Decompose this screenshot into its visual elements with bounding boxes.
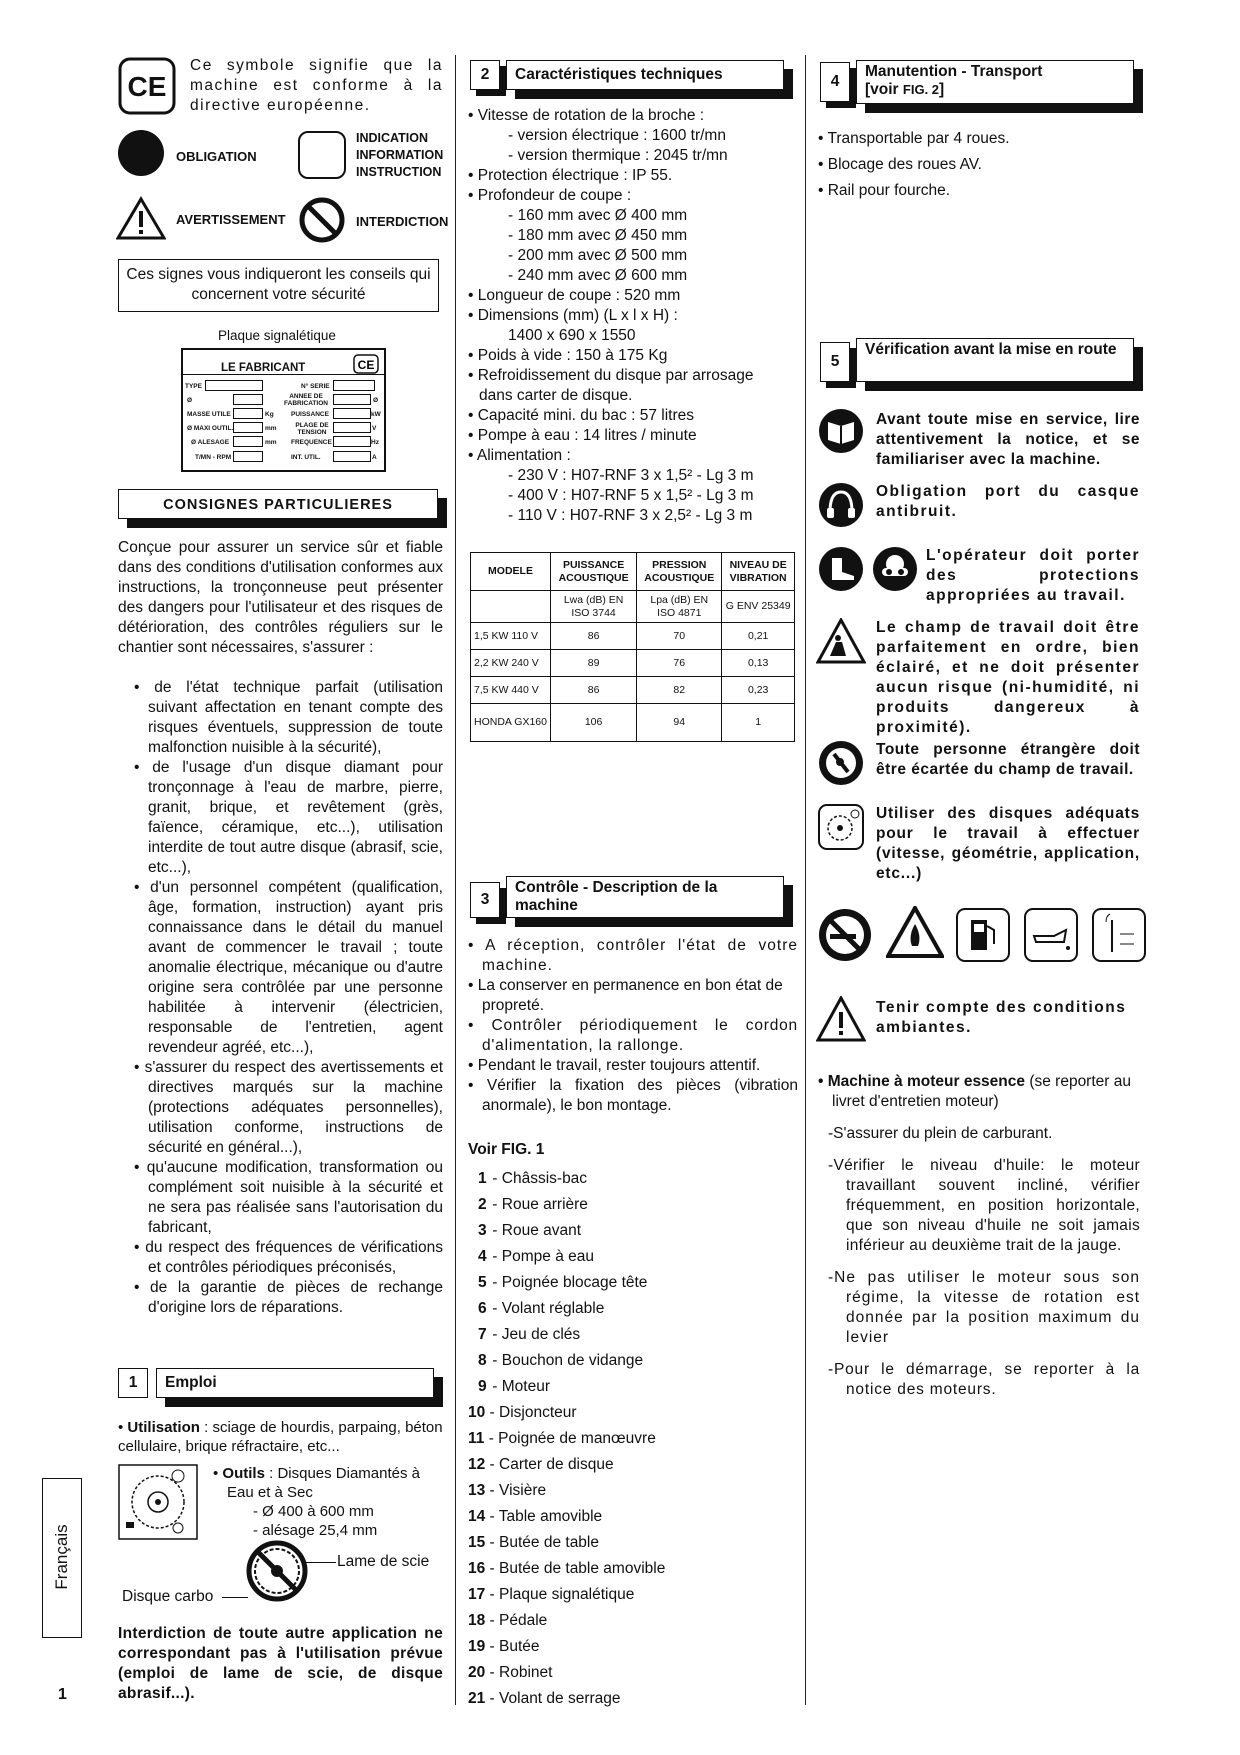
spec-line: - 230 V : H07-RNF 3 x 1,5² - Lg 3 m [508, 467, 754, 484]
diamond-disc-icon [118, 1464, 198, 1540]
consignes-heading: CONSIGNES PARTICULIERES [118, 489, 438, 519]
keep-away-text: Toute personne étrangère doit être écartée du champ de travail. [876, 741, 1140, 778]
flammable-icon [886, 906, 944, 958]
consignes-intro: Conçue pour assurer un service sûr et fiable dans des conditions d'utilisation conformes aux instructions, la tronçonneuse peut présenter des dangers pour l'utilisateur et des risques de détérioration, des contrôles réguliers sur le chantier sont nécessaires, s'assurer : [118, 539, 443, 656]
spec-line: • Refroidissement du disque par arrosage [468, 367, 754, 384]
spec-list [468, 106, 798, 526]
water-level-icon [1092, 908, 1146, 962]
part-item: 17 - Plaque signalétique [468, 1586, 635, 1603]
legend-avertissement: AVERTISSEMENT [176, 212, 286, 227]
oil-icon [1024, 908, 1078, 962]
spec-line: • Capacité mini. du bac : 57 litres [468, 407, 694, 424]
noise-vibration-table: MODELE PUISSANCE ACOUSTIQUE PRESSION ACOUSTIQUE NIVEAU DE VIBRATION Lwa (dB) EN ISO 3744 Lpa (dB) EN ISO 4871 G ENV 25349 1,5 KW 110 V 86 70 0,21 2,2 KW 240 V 89 76 0,13 7,5 KW 440 V 86 82 0,23 HONDA GX160 106 94 1 [470, 552, 795, 742]
legend-obligation: OBLIGATION [176, 149, 257, 164]
legend-information: INDICATION INFORMATION INSTRUCTION [356, 131, 444, 179]
list-item: • Rail pour fourche. [818, 182, 951, 199]
list-item: -Pour le démarrage, se reporter à la notice des moteurs. [828, 1361, 1140, 1398]
section-3-heading: Contrôle - Description de la machine [506, 876, 784, 918]
safety-boots-icon [818, 546, 864, 592]
part-item: 10 - Disjoncteur [468, 1404, 577, 1421]
part-item: 7 - Jeu de clés [478, 1326, 581, 1343]
table-row: 7,5 KW 440 V 86 82 0,23 [471, 677, 795, 704]
spec-line: - 240 mm avec Ø 600 mm [508, 267, 688, 284]
column-divider [805, 55, 806, 1705]
section-4-number: 4 [820, 62, 850, 102]
engine-list [828, 1124, 1140, 1400]
section-5-number: 5 [820, 342, 850, 382]
spec-line: - 180 mm avec Ø 450 mm [508, 227, 688, 244]
spec-line: dans carter de disque. [479, 387, 633, 404]
utilisation: • Utilisation : sciage de hourdis, parpaing, béton cellulaire, brique réfractaire, etc... [118, 1419, 443, 1455]
part-item: 13 - Visière [468, 1482, 547, 1499]
voir-fig-1: Voir FIG. 1 [468, 1141, 545, 1158]
spec-line: - 200 mm avec Ø 500 mm [508, 247, 688, 264]
goggles-icon [872, 546, 918, 592]
section-1-heading: Emploi [156, 1368, 434, 1398]
list-item: -S'assurer du plein de carburant. [828, 1125, 1053, 1142]
spec-line: - 110 V : H07-RNF 3 x 2,5² - Lg 3 m [508, 507, 753, 524]
language-tab: Français [42, 1478, 82, 1638]
work-area-warning-icon [816, 618, 866, 664]
part-item: 9 - Moteur [478, 1378, 551, 1395]
svg-text:CE: CE [127, 71, 167, 102]
list-item: • Pendant le travail, rester toujours attentif. [468, 1057, 761, 1074]
section-4-heading: Manutention - Transport [voir FIG. 2] [856, 60, 1134, 104]
part-item: 1 - Châssis-bac [478, 1170, 588, 1187]
section-2-number: 2 [470, 60, 500, 90]
signs-notice-box: Ces signes vous indiqueront les conseils qui concernent votre sécurité [118, 259, 439, 312]
list-item: -Vérifier le niveau d'huile: le moteur travaillant souvent incliné, vérifier fréquemment, en position horizontale, que son niveau d'huile ne soit jamais inférieur au deuxième trait de la jauge. [828, 1157, 1140, 1254]
table-header: MODELE [471, 553, 551, 591]
spec-line: - version électrique : 1600 tr/mn [508, 127, 726, 144]
work-area-text: Le champ de travail doit être parfaitement en ordre, bien éclairé, et ne doit présenter aucun risque (ni-humidité, ni produits dangereux à proximité). [876, 619, 1140, 736]
table-row: 1,5 KW 110 V 86 70 0,21 [471, 623, 795, 650]
table-header: NIVEAU DE VIBRATION [722, 553, 795, 591]
spec-line: • Alimentation : [468, 447, 571, 464]
no-saw-blade-icon [246, 1540, 308, 1602]
table-header: PRESSION ACOUSTIQUE [637, 553, 722, 591]
part-item: 16 - Butée de table amovible [468, 1560, 666, 1577]
read-manual-icon [818, 408, 864, 454]
spec-line: - 400 V : H07-RNF 5 x 1,5² - Lg 3 m [508, 487, 754, 504]
table-header: PUISSANCE ACOUSTIQUE [551, 553, 637, 591]
information-icon [298, 131, 346, 179]
spec-line: 1400 x 690 x 1550 [508, 327, 636, 344]
ambient-text: Tenir compte des conditions ambiantes. [876, 999, 1127, 1036]
ppe-text: L'opérateur doit porter des protections appropriées au travail. [926, 547, 1140, 604]
plate-caption: Plaque signalétique [218, 328, 336, 343]
section-1-number: 1 [118, 1368, 148, 1398]
obligation-icon [117, 129, 165, 177]
part-item: 21 - Volant de serrage [468, 1690, 621, 1707]
table-row: 2,2 KW 240 V 89 76 0,13 [471, 650, 795, 677]
section-3-number: 3 [470, 882, 500, 918]
warning-icon [116, 196, 166, 240]
list-item: • Blocage des roues AV. [818, 156, 982, 173]
section-2-heading: Caractéristiques techniques [506, 60, 784, 90]
list-item: • A réception, contrôler l'état de votre machine. [468, 937, 798, 974]
lame-label: Lame de scie [337, 1553, 430, 1570]
part-item: 6 - Volant réglable [478, 1300, 605, 1317]
part-item: 15 - Butée de table [468, 1534, 599, 1551]
ambient-warning-icon [816, 996, 866, 1042]
fuel-icon [956, 908, 1010, 962]
section-5-heading: Vérification avant la mise en route [856, 338, 1134, 382]
no-smoking-icon [818, 908, 872, 962]
part-item: 14 - Table amovible [468, 1508, 603, 1525]
disque-label: Disque carbo [122, 1588, 214, 1605]
column-divider [455, 55, 456, 1705]
spec-line: • Protection électrique : IP 55. [468, 167, 673, 184]
engine-section: • Machine à moteur essence (se reporter au livret d'entretien moteur) [818, 1073, 1131, 1110]
part-item: 4 - Pompe à eau [478, 1248, 594, 1265]
spec-line: • Dimensions (mm) (L x l x H) : [468, 307, 678, 324]
spec-line: • Longueur de coupe : 520 mm [468, 287, 681, 304]
part-item: 12 - Carter de disque [468, 1456, 614, 1473]
list-item: • s'assurer du respect des avertissements et directives marqués sur la machine (protections adéquates personnelles), utilisation conforme, instructions de sécurité en général...), [134, 1059, 443, 1156]
table-row: HONDA GX160 106 94 1 [471, 704, 795, 742]
interdiction-text: Interdiction de toute autre application ne correspondant pas à l'utilisation prévue (emploi de lame de scie, de disque abrasif...). [118, 1625, 443, 1702]
consignes-list [134, 678, 443, 1318]
list-item: • de la garantie de pièces de rechange d'origine lors de réparations. [134, 1279, 443, 1316]
list-item: • de l'état technique parfait (utilisation suivant affectation en tenant compte des risques éventuels, suppression de toute malfonction nuisible à la sécurité), [134, 679, 444, 756]
controle-list [468, 936, 798, 1116]
rating-plate: LE FABRICANT CE TYPE N° SERIE Ø ANNEE DE FABRICATION Ø MASSE UTILE Kg PUISSANCE kW Ø MAXI OUTIL. mm PLAGE DE TENSION V Ø ALESAGE mm FREQUENCE Hz T/MN - RPM INT. UTIL. A [181, 348, 386, 472]
list-item: • de l'usage d'un disque diamant pour tronçonnage à l'eau de marbre, pierre, granit, brique, et revêtement (grès, faïence, céramique, etc...), utilisation interdite de tout autre disque (abrasif, scie, etc...), [134, 759, 443, 876]
manual-text: Avant toute mise en service, lire attentivement la notice, et se familiariser avec la machine. [876, 411, 1140, 468]
spec-line: • Vitesse de rotation de la broche : [468, 107, 705, 124]
part-item: 20 - Robinet [468, 1664, 553, 1681]
list-item: • Contrôler périodiquement le cordon d'alimentation, la rallonge. [468, 1017, 798, 1054]
disc-selection-icon [818, 804, 864, 850]
part-item: 8 - Bouchon de vidange [478, 1352, 644, 1369]
spec-line: - 160 mm avec Ø 400 mm [508, 207, 688, 224]
spec-line: - version thermique : 2045 tr/mn [508, 147, 728, 164]
plate-maker: LE FABRICANT [221, 362, 306, 374]
parts-list [468, 1166, 798, 1712]
transport-list [818, 126, 1138, 204]
keep-away-icon [818, 740, 864, 786]
disc-selection-text: Utiliser des disques adéquats pour le travail à effectuer (vitesse, géométrie, application, etc...) [876, 805, 1140, 882]
list-item: -Ne pas utiliser le moteur sous son régime, la vitesse de rotation est donnée par la position maximum du levier [828, 1269, 1140, 1346]
part-item: 2 - Roue arrière [478, 1196, 588, 1213]
part-item: 19 - Butée [468, 1638, 540, 1655]
ear-protection-icon [818, 482, 864, 528]
part-item: 5 - Poignée blocage tête [478, 1274, 648, 1291]
list-item: • d'un personnel compétent (qualification, âge, formation, instruction) ayant pris connaissance dans le détail du manuel avant de commencer le travail ; toute anomalie électrique, mécanique ou d'autre origine sera contrôlée par une personne habilitée à intervenir (électricien, responsable de l'entretien, agent revendeur agréé, etc...), [134, 879, 443, 1056]
ce-mark [118, 57, 176, 115]
legend-interdiction: INTERDICTION [356, 214, 449, 229]
spec-line: • Profondeur de coupe : [468, 187, 632, 204]
plate-ce-icon [353, 354, 379, 374]
spec-line: • Pompe à eau : 14 litres / minute [468, 427, 697, 444]
ear-protection-text: Obligation port du casque antibruit. [876, 483, 1140, 520]
list-item: • Vérifier la fixation des pièces (vibration anormale), le bon montage. [468, 1077, 798, 1114]
list-item: • La conserver en permanence en bon état de propreté. [468, 977, 783, 1014]
list-item: • qu'aucune modification, transformation ou complément soit nuisible à la sécurité et ne sera pas réalisée sans l'autorisation du fabricant, [134, 1159, 444, 1236]
part-item: 11 - Poignée de manœuvre [468, 1430, 656, 1447]
svg-text:CE: CE [357, 358, 375, 372]
outils: • Outils : Disques Diamantés à Eau et à Sec - Ø 400 à 600 mm - alésage 25,4 mm [213, 1465, 421, 1539]
list-item: • Transportable par 4 roues. [818, 130, 1010, 147]
part-item: 3 - Roue avant [478, 1222, 582, 1239]
part-item: 18 - Pédale [468, 1612, 548, 1629]
ce-text: Ce symbole signifie que la machine est conforme à la directive européenne. [190, 57, 443, 114]
list-item: • du respect des fréquences de vérifications et contrôles périodiques préconisés, [134, 1239, 443, 1276]
prohibition-icon [298, 196, 346, 244]
page-number: 1 [58, 1686, 67, 1703]
spec-line: • Poids à vide : 150 à 175 Kg [468, 347, 668, 364]
